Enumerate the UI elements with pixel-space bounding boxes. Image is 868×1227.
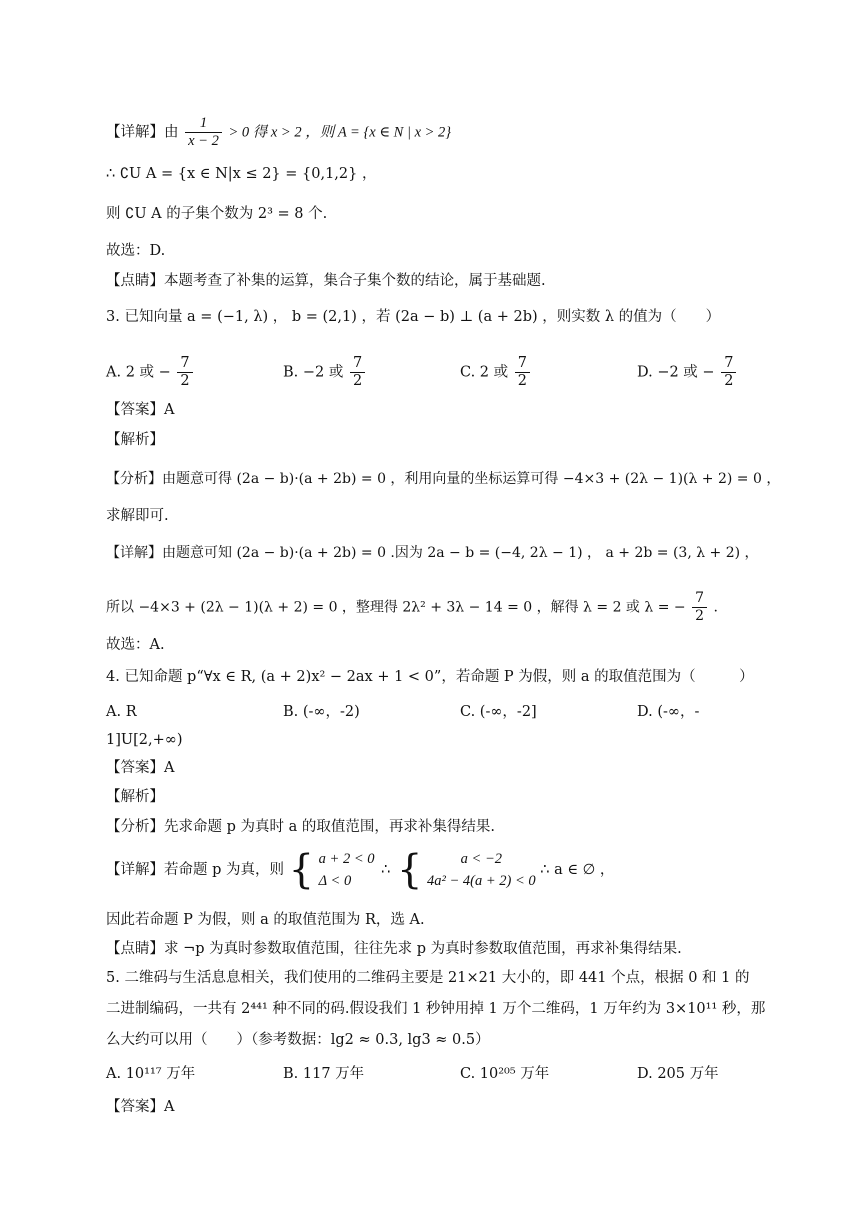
system-2 — [427, 848, 536, 892]
q5-option-a: A. 10¹¹⁷ 万年 — [106, 1066, 196, 1082]
system-1-row-1: a + 2 < 0 — [318, 851, 375, 867]
fraction-numerator: 1 — [185, 115, 222, 133]
choose-line: 故选：D. — [106, 243, 166, 259]
q4-detail-suffix: ∴ a ∈ ∅ ， — [540, 862, 615, 878]
question-5-text-3: 么大约可以用（ ）（参考数据：lg2 ≈ 0.3, lg3 ≈ 0.5） — [106, 1032, 490, 1048]
fraction-denominator: 2 — [180, 373, 190, 389]
fraction — [350, 355, 365, 390]
q3-option-a — [106, 355, 195, 390]
subset-count-line: 则 ∁U A 的子集个数为 2³ = 8 个. — [106, 206, 328, 222]
q4-answer: 【答案】A — [106, 760, 175, 776]
system-1-row-2: Δ < 0 — [318, 873, 352, 889]
period: . — [713, 599, 718, 616]
fraction-denominator: 2 — [724, 373, 734, 389]
fraction-numerator: 7 — [692, 590, 707, 608]
q5-answer: 【答案】A — [106, 1099, 175, 1115]
fraction-denominator: x − 2 — [188, 133, 219, 149]
q4-option-b: B. (-∞，-2) — [283, 704, 360, 720]
q3-option-c — [460, 355, 532, 390]
question-3-text: 3. 已知向量 a = (−1, λ) ， b = (2,1) ，若 (2a − b) ⊥ (a + 2b) ，则实数 λ 的值为（ ） — [106, 309, 721, 325]
q3-detail: 【详解】由题意可知 (2a − b)·(a + 2b) = 0 .因为 2a − b = (−4, 2λ − 1) ， a + 2b = (3, λ + 2) ， — [106, 545, 759, 561]
q4-analysis: 【分析】先求命题 p 为真时 a 的取值范围，再求补集得结果. — [106, 819, 495, 835]
question-5-text-1: 5. 二维码与生活息息相关，我们使用的二维码主要是 21×21 大小的，即 441 个点，根据 0 和 1 的 — [106, 970, 750, 986]
system-2-row-2: 4a² − 4(a + 2) < 0 — [427, 873, 536, 889]
fraction-numerator: 7 — [177, 355, 192, 373]
fraction-numerator: 7 — [515, 355, 530, 373]
q4-dianjing: 【点睛】求 ¬p 为真时参数取值范围，往往先求 p 为真时参数取值范围，再求补集得结果. — [106, 941, 682, 957]
option-label: C. 2 或 — [460, 364, 509, 381]
left-brace-icon: { — [396, 847, 423, 893]
q4-jiexi: 【解析】 — [106, 789, 164, 805]
system-2-row-1: a < −2 — [460, 851, 502, 867]
detail-label: 【详解】由 — [106, 124, 179, 141]
system-1 — [319, 848, 375, 892]
left-brace-icon: { — [288, 847, 315, 893]
complement-line: ∴ ∁U A = {x ∈ N|x ≤ 2} = {0,1,2} ， — [106, 166, 377, 182]
option-label: B. −2 或 — [283, 364, 344, 381]
fraction — [515, 355, 530, 390]
fraction-denominator: 2 — [517, 373, 527, 389]
fraction-numerator: 7 — [350, 355, 365, 373]
q3-jiexi: 【解析】 — [106, 432, 164, 448]
q4-detail — [106, 848, 614, 898]
fraction — [177, 355, 192, 390]
q3-option-d — [637, 355, 738, 390]
fraction-numerator: 7 — [721, 355, 736, 373]
q5-option-c: C. 10²⁰⁵ 万年 — [460, 1066, 550, 1082]
q3-choose: 故选：A. — [106, 637, 165, 653]
question-4-text: 4. 已知命题 p“∀x ∈ R, (a + 2)x² − 2ax + 1 < 0”，若命题 P 为假，则 a 的取值范围为（ ） — [106, 669, 754, 685]
option-label: A. 2 或 − — [106, 364, 171, 381]
q4-option-d: D. (-∞，- — [637, 704, 700, 720]
fraction — [185, 115, 222, 150]
q4-option-c: C. (-∞，-2] — [460, 704, 537, 720]
q4-option-a: A. R — [106, 704, 137, 720]
q3-analysis: 【分析】由题意可得 (2a − b)·(a + 2b) = 0 ，利用向量的坐标运算可得 −4×3 + (2λ − 1)(λ + 2) = 0 ， — [106, 471, 781, 487]
inequality-text: > 0 得 x > 2 ，则 A = {x ∈ N | x > 2} — [228, 124, 452, 141]
fraction — [692, 590, 707, 625]
q4-conclusion: 因此若命题 P 为假，则 a 的取值范围为 R，选 A. — [106, 912, 425, 928]
detail-line-1 — [106, 115, 451, 150]
q3-answer: 【答案】A — [106, 402, 175, 418]
q3-analysis-2: 求解即可. — [106, 508, 169, 524]
q5-option-d: D. 205 万年 — [637, 1066, 719, 1082]
q5-option-b: B. 117 万年 — [283, 1066, 365, 1082]
q3-option-b — [283, 355, 367, 390]
fraction-denominator: 2 — [695, 608, 704, 624]
question-5-text-2: 二进制编码，一共有 2⁴⁴¹ 种不同的码.假设我们 1 秒钟用掉 1 万个二维码，1 万年约为 3×10¹¹ 秒，那 — [106, 1001, 766, 1017]
q3-detail-2 — [106, 590, 718, 625]
option-label: D. −2 或 − — [637, 364, 715, 381]
q4-detail-label: 【详解】若命题 p 为真，则 — [106, 862, 284, 878]
dianjing-line: 【点睛】本题考查了补集的运算，集合子集个数的结论，属于基础题. — [106, 273, 546, 289]
q4-option-d-continued: 1]U[2,+∞) — [106, 732, 183, 748]
q3-detail-2-text: 所以 −4×3 + (2λ − 1)(λ + 2) = 0 ，整理得 2λ² + 3λ − 14 = 0 ，解得 λ = 2 或 λ = − — [106, 599, 686, 616]
fraction-denominator: 2 — [352, 373, 363, 389]
fraction — [721, 355, 736, 390]
therefore-icon: ∴ — [381, 862, 391, 878]
